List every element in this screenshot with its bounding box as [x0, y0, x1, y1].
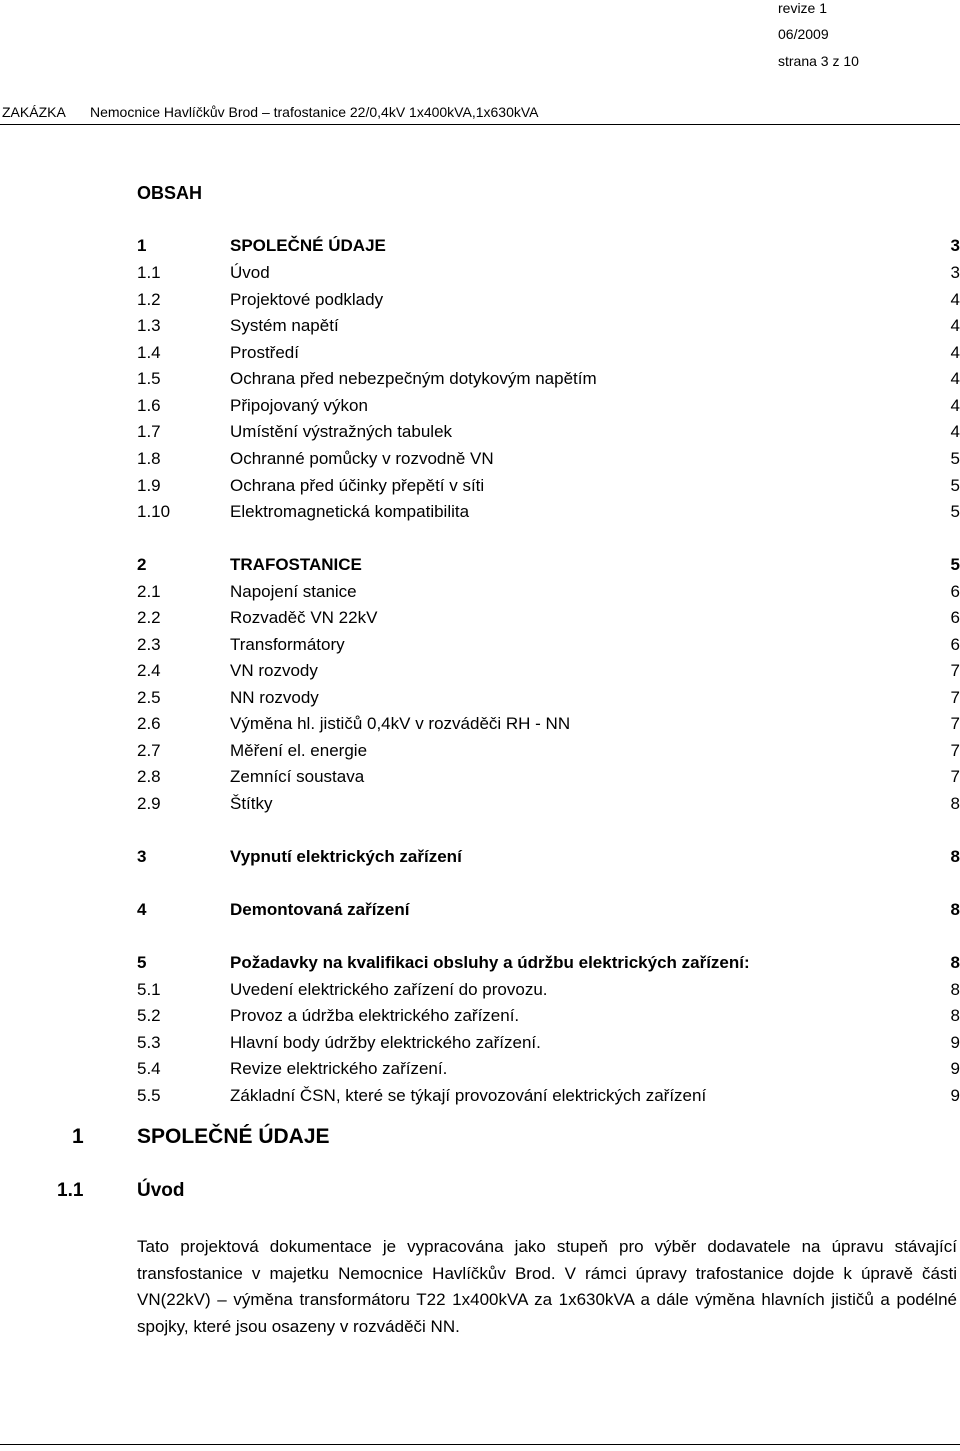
toc-text: Základní ČSN, které se týkají provozování elektrických zařízení [230, 1086, 707, 1105]
toc-page: 5 [950, 449, 960, 468]
toc-text: Projektové podklady [230, 290, 384, 309]
footer-rule [0, 1444, 960, 1445]
toc-row[interactable] [0, 952, 960, 976]
toc-page: 6 [950, 608, 960, 627]
toc-row[interactable] [0, 1085, 960, 1109]
toc-text: Ochrana před nebezpečným dotykovým napětím [230, 369, 597, 388]
toc-page: 8 [950, 900, 960, 919]
toc-number: 5.5 [137, 1086, 161, 1105]
toc-number: 2.1 [137, 582, 161, 601]
header-date: 06/2009 [778, 26, 829, 42]
toc-number: 5.1 [137, 980, 161, 999]
toc-text: VN rozvody [230, 661, 318, 680]
toc-row[interactable] [0, 846, 960, 870]
toc-row[interactable] [0, 766, 960, 790]
toc-number: 2 [137, 555, 147, 574]
toc-number: 1.4 [137, 343, 161, 362]
toc-row[interactable] [0, 475, 960, 499]
toc-text: Ochrana před účinky přepětí v síti [230, 476, 485, 495]
toc-page: 7 [950, 714, 960, 733]
toc-row[interactable] [0, 554, 960, 578]
toc-number: 2.6 [137, 714, 161, 733]
toc-number: 1.6 [137, 396, 161, 415]
toc-page: 5 [950, 555, 960, 574]
header-revision: revize 1 [778, 0, 828, 16]
toc-row[interactable] [0, 448, 960, 472]
toc-number: 1.7 [137, 422, 161, 441]
toc-page: 7 [950, 661, 960, 680]
toc-number: 2.8 [137, 767, 161, 786]
toc-number: 4 [137, 900, 147, 919]
toc-number: 1.10 [137, 502, 171, 521]
toc-number: 2.7 [137, 741, 161, 760]
section-heading-1 [0, 1124, 960, 1152]
toc-row[interactable] [0, 395, 960, 419]
toc-page: 8 [950, 953, 960, 972]
toc-page: 9 [950, 1059, 960, 1078]
toc-row[interactable] [0, 713, 960, 737]
toc-row[interactable] [0, 634, 960, 658]
toc-text: Připojovaný výkon [230, 396, 368, 415]
toc-row[interactable] [0, 289, 960, 313]
toc-page: 8 [950, 980, 960, 999]
toc-number: 1.8 [137, 449, 161, 468]
toc-row[interactable] [0, 501, 960, 525]
toc-row[interactable] [0, 262, 960, 286]
toc-row[interactable] [0, 793, 960, 817]
toc-text: Provoz a údržba elektrického zařízení. [230, 1006, 520, 1025]
toc-number: 2.9 [137, 794, 161, 813]
toc-title: OBSAH [137, 183, 203, 203]
toc-text: Zemnící soustava [230, 767, 365, 786]
toc-page: 9 [950, 1033, 960, 1052]
toc-text: Požadavky na kvalifikaci obsluhy a údržbu elektrických zařízení: [230, 953, 750, 972]
toc-number: 5.3 [137, 1033, 161, 1052]
subsection-title: Úvod [137, 1180, 185, 1201]
intro-paragraph: Tato projektová dokumentace je vypracována jako stupeň pro výběr dodavatele na úpravu stávající transfostanice v majetku Nemocnice Havlíčkův Brod. V rámci úpravy trafostanice dojde k úpravě části VN(22kV) – výměna transformátoru T22 1x400kVA za 1x630kVA a dále výměna hlavních jističů a podélné spojky, které jsou osazeny v rozváděči NN. [137, 1237, 957, 1336]
toc-row[interactable] [0, 740, 960, 764]
toc-number: 5.4 [137, 1059, 161, 1078]
toc-text: Systém napětí [230, 316, 339, 335]
toc-page: 4 [950, 290, 960, 309]
toc-text: Revize elektrického zařízení. [230, 1059, 448, 1078]
order-value: Nemocnice Havlíčkův Brod – trafostanice 22/0,4kV 1x400kVA,1x630kVA [90, 104, 539, 120]
toc-text: SPOLEČNÉ ÚDAJE [230, 236, 386, 255]
toc-page: 5 [950, 476, 960, 495]
toc-number: 1.1 [137, 263, 161, 282]
toc-page: 4 [950, 343, 960, 362]
toc-row[interactable] [0, 979, 960, 1003]
toc-row[interactable] [0, 607, 960, 631]
toc-row[interactable] [0, 581, 960, 605]
toc-text: Transformátory [230, 635, 345, 654]
toc-page: 3 [950, 263, 960, 282]
toc-page: 6 [950, 582, 960, 601]
toc-page: 7 [950, 741, 960, 760]
toc-text: TRAFOSTANICE [230, 555, 362, 574]
toc-text: Úvod [230, 263, 270, 282]
toc-number: 5 [137, 953, 147, 972]
toc-number: 3 [137, 847, 147, 866]
toc-number: 1 [137, 236, 147, 255]
toc-page: 5 [950, 502, 960, 521]
order-label: ZAKÁZKA [2, 104, 66, 120]
toc-number: 1.5 [137, 369, 161, 388]
toc-row[interactable] [0, 1058, 960, 1082]
toc-number: 2.4 [137, 661, 161, 680]
toc-text: Demontovaná zařízení [230, 900, 410, 919]
toc-page: 8 [950, 794, 960, 813]
toc-page: 7 [950, 688, 960, 707]
toc-number: 5.2 [137, 1006, 161, 1025]
toc-text: Štítky [230, 794, 273, 813]
toc-row[interactable] [0, 687, 960, 711]
toc-page: 9 [950, 1086, 960, 1105]
section-heading-1-1 [0, 1179, 960, 1205]
toc-page: 8 [950, 1006, 960, 1025]
toc-text: Uvedení elektrického zařízení do provozu. [230, 980, 548, 999]
toc-number: 1.3 [137, 316, 161, 335]
toc-page: 4 [950, 369, 960, 388]
toc-page: 4 [950, 316, 960, 335]
toc-text: Rozvaděč VN 22kV [230, 608, 378, 627]
toc-row[interactable] [0, 421, 960, 445]
toc-text: Měření el. energie [230, 741, 368, 760]
toc-number: 2.5 [137, 688, 161, 707]
toc-number: 1.9 [137, 476, 161, 495]
toc-page: 8 [950, 847, 960, 866]
toc-row[interactable] [0, 315, 960, 339]
toc-row[interactable] [0, 368, 960, 392]
toc-text: Vypnutí elektrických zařízení [230, 847, 462, 866]
subsection-number: 1.1 [57, 1180, 84, 1201]
toc-page: 6 [950, 635, 960, 654]
toc-number: 1.2 [137, 290, 161, 309]
toc-page: 3 [950, 236, 960, 255]
toc-row[interactable] [0, 660, 960, 684]
order-line [0, 104, 960, 125]
toc-text: Napojení stanice [230, 582, 357, 601]
toc-page: 4 [950, 396, 960, 415]
header-page-number: strana 3 z 10 [778, 53, 859, 69]
toc-row[interactable] [0, 899, 960, 923]
section-number: 1 [72, 1125, 84, 1148]
toc-text: Výměna hl. jističů 0,4kV v rozváděči RH - NN [230, 714, 571, 733]
toc-text: Ochranné pomůcky v rozvodně VN [230, 449, 494, 468]
toc-row[interactable] [0, 235, 960, 259]
section-title: SPOLEČNÉ ÚDAJE [137, 1125, 330, 1148]
toc-row[interactable] [0, 1005, 960, 1029]
toc-row[interactable] [0, 342, 960, 366]
toc-text: Umístění výstražných tabulek [230, 422, 453, 441]
toc-text: NN rozvody [230, 688, 319, 707]
toc-text: Prostředí [230, 343, 299, 362]
toc-page: 7 [950, 767, 960, 786]
toc-number: 2.2 [137, 608, 161, 627]
toc-text: Elektromagnetická kompatibilita [230, 502, 470, 521]
toc-page: 4 [950, 422, 960, 441]
toc-number: 2.3 [137, 635, 161, 654]
toc-row[interactable] [0, 1032, 960, 1056]
toc-text: Hlavní body údržby elektrického zařízení. [230, 1033, 541, 1052]
